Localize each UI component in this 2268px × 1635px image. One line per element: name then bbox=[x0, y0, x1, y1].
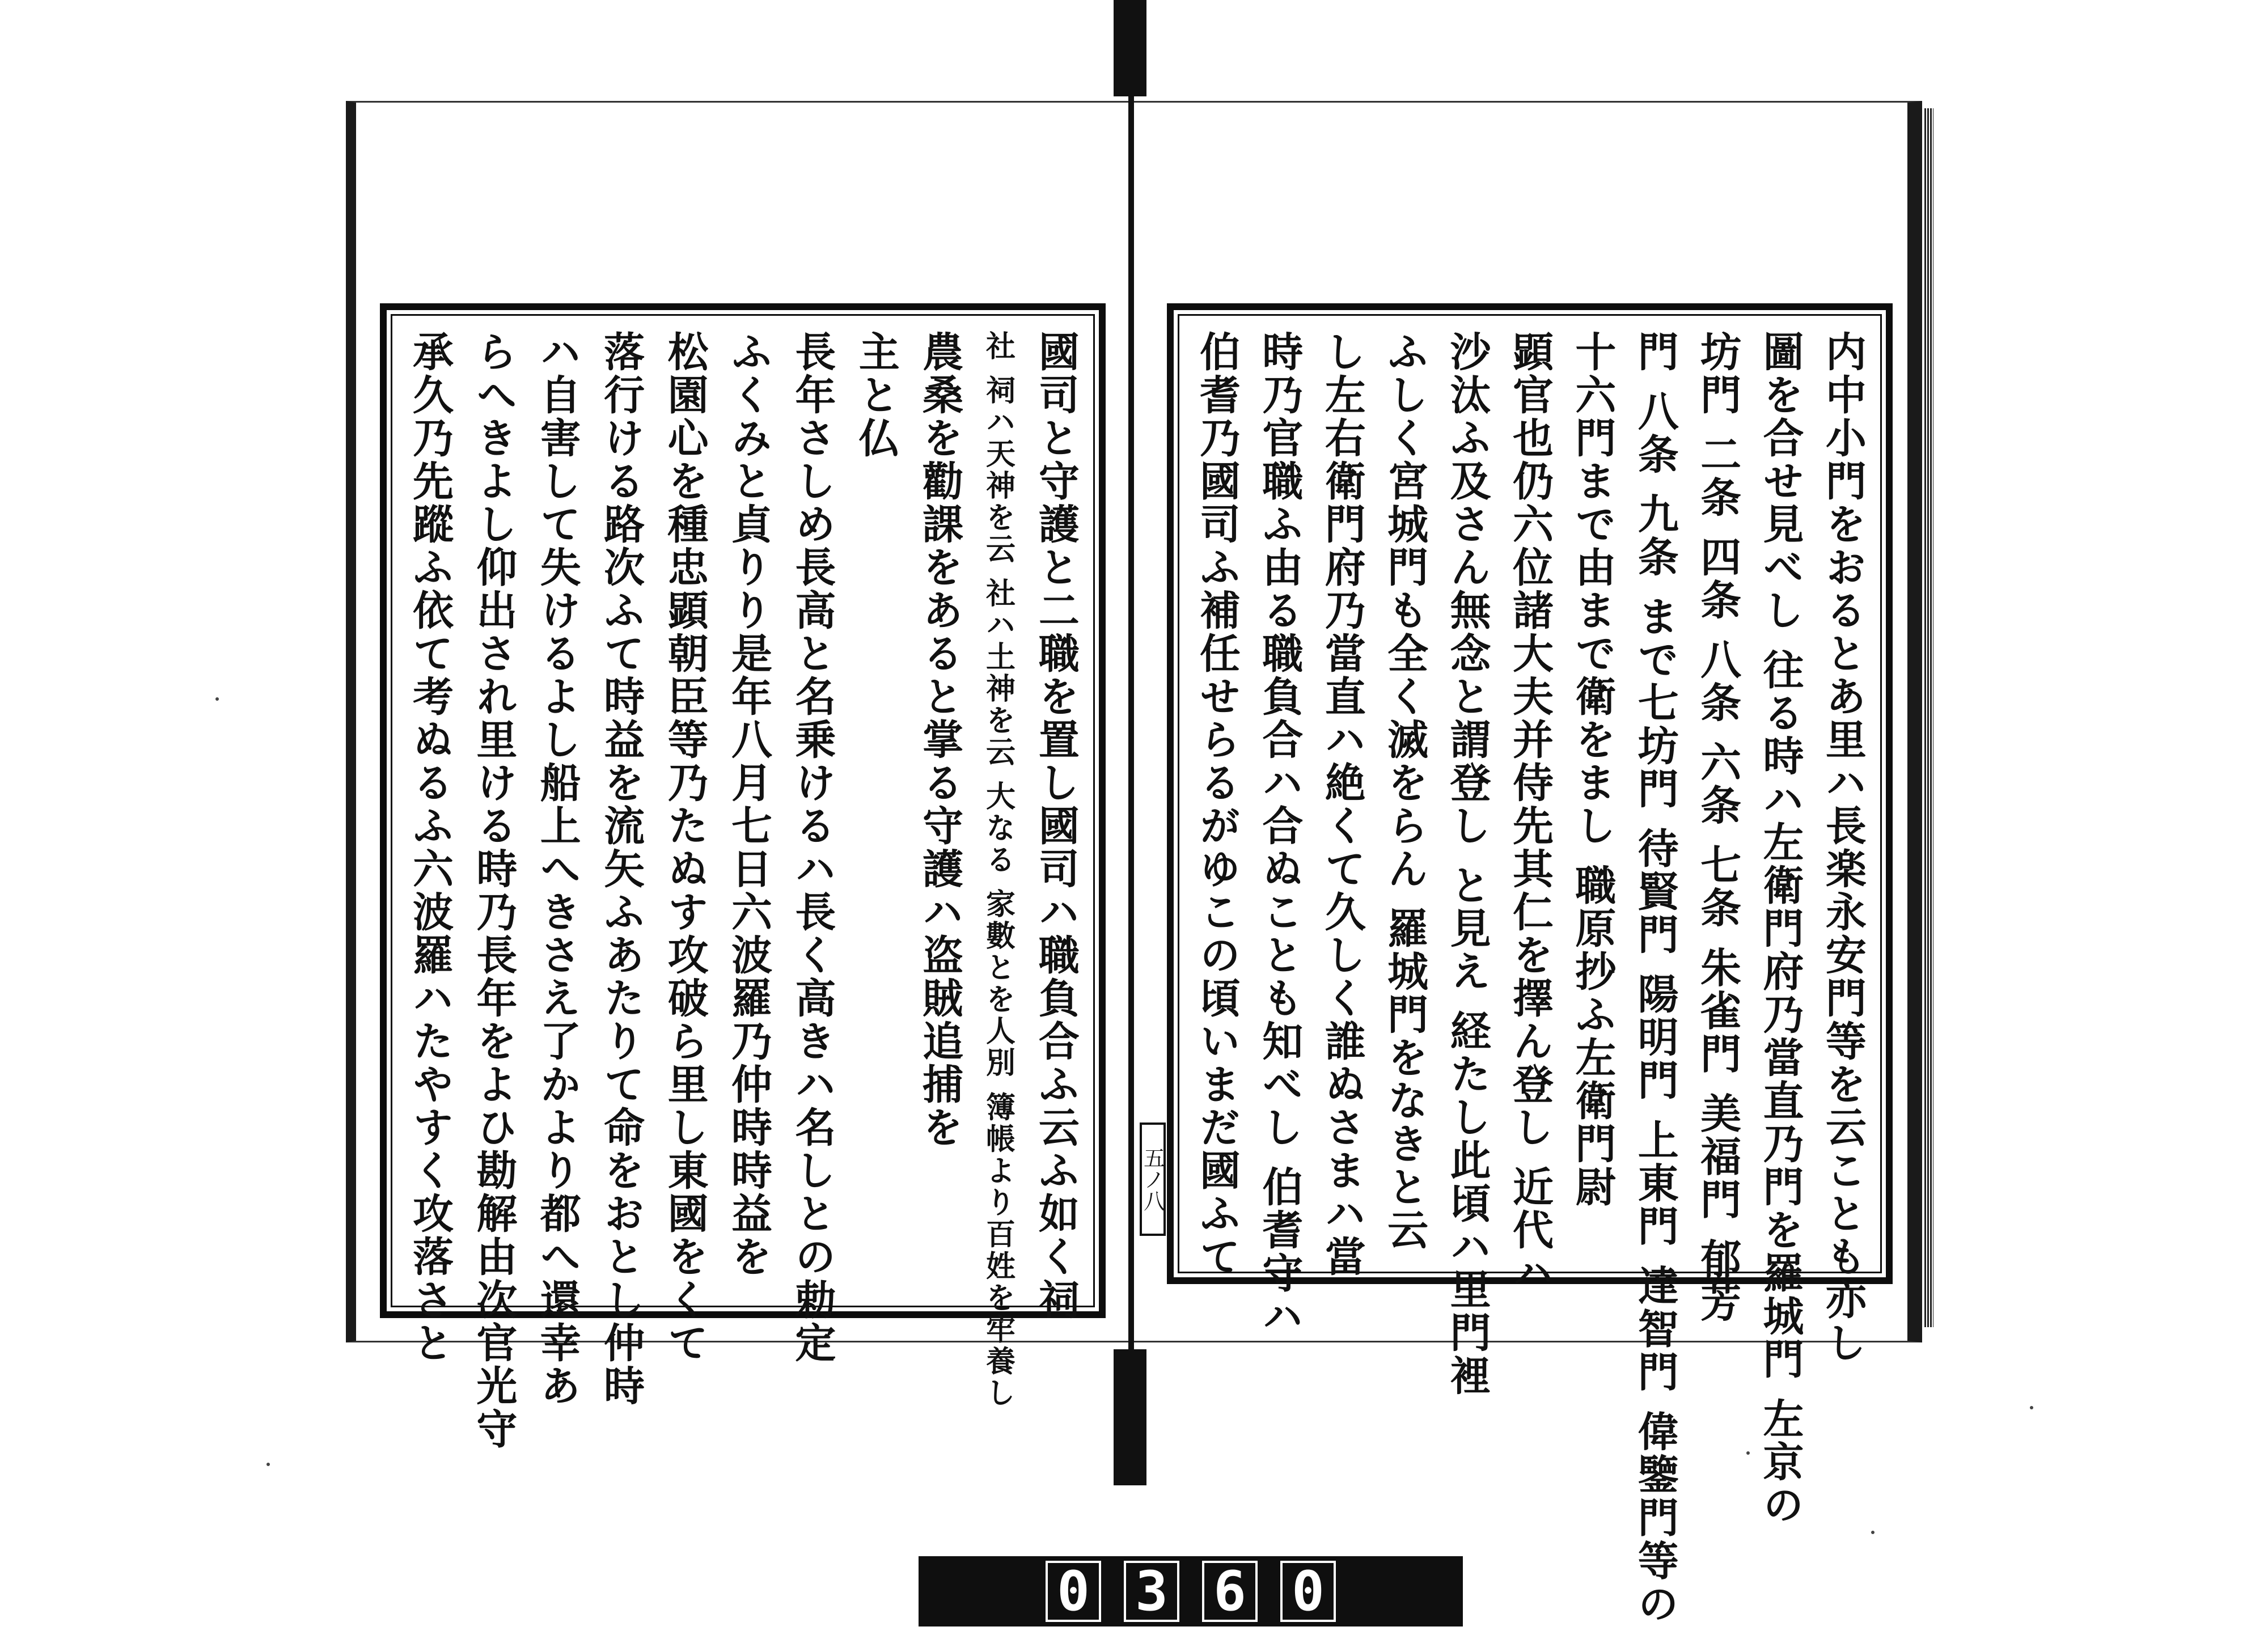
left-column-5: 長年さしめ長高と名乗けるハ長く高きハ名しとの勅定 bbox=[788, 331, 837, 1365]
left-column-3: 農桑を勸課をあると掌る守護ハ盗賊追捕を bbox=[916, 331, 964, 1149]
scan-speck bbox=[1871, 1531, 1875, 1534]
binding-strip-top bbox=[1114, 0, 1146, 96]
left-column-9: ハ自害して失けるよし船上へきさえ了かより都へ還幸あ bbox=[533, 331, 582, 1408]
left-column-11: 承久乃先蹤ふ依て考ぬるふ六波羅ハたやすく攻落さと bbox=[406, 331, 454, 1365]
left-column-7: 松園心を種忠顕朝臣等乃たぬす攻破ら里し東國をくて bbox=[661, 331, 709, 1365]
right-column-9: し左右衛門府乃當直ハ絶くて久しく誰ぬさまハ當 bbox=[1318, 331, 1366, 1278]
left-column-1: 國司と守護と二職を置し國司ハ職負合ふ云ふ如く祠 bbox=[1031, 331, 1080, 1321]
right-column-2: 圖を合せ見べし 往る時ハ左衛門府乃當直乃門を羅城門 左京の bbox=[1756, 331, 1805, 1527]
left-column-2: 社 祠ハ天神を云 社ハ土神を云 大なる 家數とを人別 簿帳より百姓を牢養し bbox=[980, 331, 1015, 1409]
left-column-6: ふくみと貞りり是年八月七日六波羅乃仲時時益を bbox=[724, 331, 773, 1278]
right-column-7: 沙汰ふ及さん無念と謂登し と見え 経たし此頃ハ里門裡 bbox=[1443, 331, 1492, 1398]
scan-speck bbox=[2030, 1406, 2033, 1409]
catalog-digit: 0 bbox=[1280, 1561, 1336, 1622]
binding-gutter-line bbox=[1128, 96, 1134, 1349]
scan-speck bbox=[1746, 1451, 1750, 1455]
right-column-5: 十六門まで由まで衛をまし 職原抄ふ左衛門尉 bbox=[1568, 331, 1617, 1209]
left-column-4: 主と仏 bbox=[852, 331, 900, 460]
right-column-4: 門 八条 九条 まで七坊門 待賢門 陽明門 上東門 達智門 偉鑒門等の bbox=[1631, 331, 1679, 1626]
right-column-8: ふしく宮城門も全く滅をらん 羅城門をなきと云 bbox=[1381, 331, 1429, 1252]
catalog-digit: 3 bbox=[1124, 1561, 1179, 1622]
left-text-frame bbox=[380, 303, 1106, 1451]
left-column-10: らへきよし仰出され里ける時乃長年をよひ勘解由次官光守 bbox=[469, 331, 518, 1451]
scan-speck bbox=[266, 1463, 270, 1466]
scan-speck bbox=[215, 697, 219, 701]
right-column-10: 時乃官職ふ由る職負合ハ合ぬことも知べし 伯耆守ハ bbox=[1255, 331, 1304, 1339]
catalog-digit: 0 bbox=[1046, 1561, 1101, 1622]
right-column-1: 内中小門をおるとあ里ハ長楽永安門等を云ことも亦し bbox=[1818, 331, 1867, 1365]
left-column-8: 落行ける路次ふて時益を流矢ふあたりて命をおとし仲時 bbox=[597, 331, 646, 1408]
right-column-6: 顕官也仍六位諸大夫并侍先其仁を擇ん登し 近代ハ bbox=[1505, 331, 1554, 1295]
page-number-folio: 五ノ八 bbox=[1140, 1123, 1166, 1236]
right-column-11: 伯耆乃國司ふ補任せらるがゆこの頃いまだ國ふて bbox=[1193, 331, 1241, 1278]
binding-strip-bottom bbox=[1114, 1349, 1146, 1485]
archive-catalog-label bbox=[919, 1556, 1463, 1626]
right-text-frame bbox=[1167, 303, 1893, 1626]
catalog-digit: 6 bbox=[1202, 1561, 1258, 1622]
left-text-columns bbox=[406, 331, 1080, 1451]
right-text-columns bbox=[1193, 331, 1867, 1626]
right-column-3: 坊門 二条 四条 八条 六条 七条 朱雀門 美福門 郁芳 bbox=[1694, 331, 1742, 1324]
